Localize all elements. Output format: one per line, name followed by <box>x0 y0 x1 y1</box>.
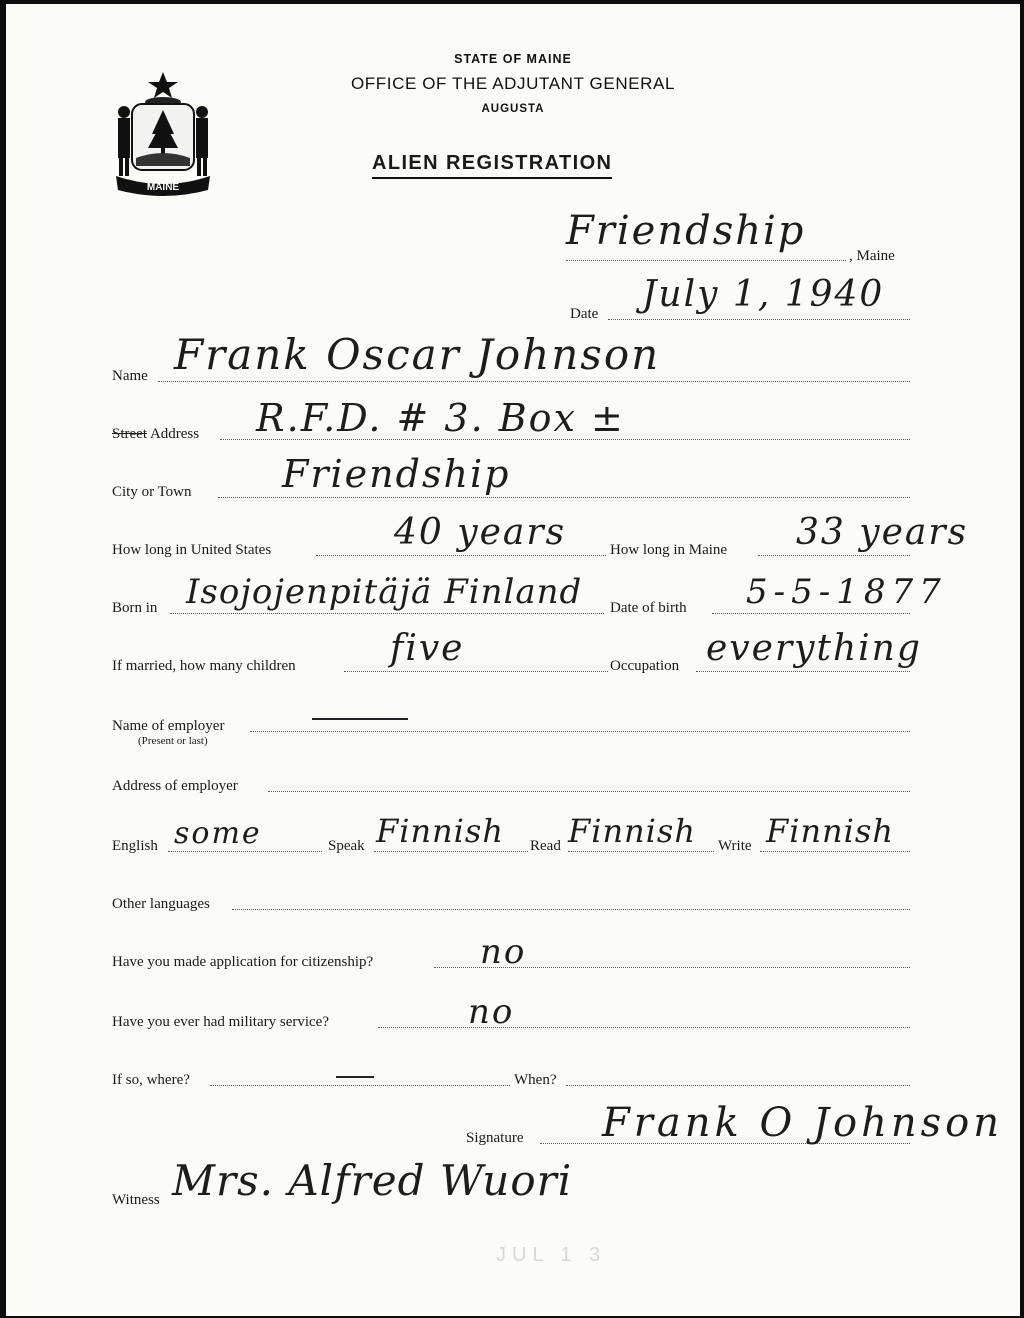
town-entry: Friendship <box>566 208 806 254</box>
when-line <box>566 1085 910 1086</box>
read-entry: Finnish <box>568 812 696 850</box>
born-in-label: Born in <box>112 600 158 616</box>
date-entry: July 1, 1940 <box>642 274 885 315</box>
dob-entry: 5-5-1877 <box>746 572 947 612</box>
employer-line <box>250 731 910 732</box>
registration-form <box>6 4 1020 1316</box>
years-maine-line <box>758 555 910 556</box>
citizenship-entry: no <box>480 932 527 972</box>
english-line <box>168 851 322 852</box>
write-line <box>760 851 910 852</box>
born-in-entry: Isojojenpitäjä Finland <box>186 572 583 612</box>
form-title: ALIEN REGISTRATION <box>372 152 612 179</box>
years-maine-label: How long in Maine <box>610 542 728 558</box>
english-entry: some <box>174 816 262 851</box>
witness-entry: Mrs. Alfred Wuori <box>172 1156 573 1205</box>
employer-label: Name of employer <box>112 718 225 734</box>
city-line <box>218 497 910 498</box>
speak-line <box>374 851 528 852</box>
city-label: City or Town <box>112 484 192 500</box>
occupation-entry: everything <box>706 628 922 669</box>
when-label: When? <box>514 1072 557 1088</box>
children-line <box>344 671 608 672</box>
military-label: Have you ever had military service? <box>112 1014 329 1030</box>
address-label: Street Address <box>112 426 200 442</box>
faint-stamp: JUL 1 3 <box>496 1244 607 1266</box>
children-label: If married, how many children <box>112 658 296 674</box>
employer-dash <box>312 718 408 720</box>
other-languages-line <box>232 909 910 910</box>
read-line <box>568 851 714 852</box>
where-dash <box>336 1076 374 1078</box>
born-in-line <box>170 613 604 614</box>
employer-address-line <box>268 791 910 792</box>
citizenship-label: Have you made application for citizenship? <box>112 954 374 970</box>
english-label: English <box>112 838 158 854</box>
years-us-entry: 40 years <box>394 512 567 553</box>
read-label: Read <box>530 838 561 854</box>
years-maine-entry: 33 years <box>796 512 969 553</box>
svg-text:MAINE: MAINE <box>146 182 180 193</box>
town-line <box>566 260 846 261</box>
employer-sublabel: (Present or last) <box>138 735 208 747</box>
signature-label: Signature <box>466 1130 524 1146</box>
years-us-label: How long in United States <box>112 542 272 558</box>
other-languages-label: Other languages <box>112 896 210 912</box>
write-entry: Finnish <box>766 812 894 850</box>
dob-label: Date of birth <box>610 600 687 616</box>
where-line <box>210 1085 510 1086</box>
header-office: OFFICE OF THE ADJUTANT GENERAL <box>350 74 676 93</box>
name-label: Name <box>112 368 148 384</box>
children-entry: five <box>390 628 465 669</box>
address-entry: R.F.D. # 3. Box ± <box>256 396 625 440</box>
date-label: Date <box>570 306 599 322</box>
header-state: STATE OF MAINE <box>454 52 572 66</box>
military-line <box>378 1027 910 1028</box>
speak-label: Speak <box>328 838 365 854</box>
city-entry: Friendship <box>282 452 511 496</box>
employer-address-label: Address of employer <box>112 778 238 794</box>
date-line <box>608 319 910 320</box>
where-label: If so, where? <box>112 1072 190 1088</box>
military-entry: no <box>468 992 515 1032</box>
header-city: AUGUSTA <box>481 103 545 115</box>
maine-label: , Maine <box>849 248 895 264</box>
speak-entry: Finnish <box>376 812 504 850</box>
name-line <box>158 381 910 382</box>
signature-entry: Frank O Johnson <box>602 1100 1003 1146</box>
occupation-line <box>696 671 910 672</box>
name-entry: Frank Oscar Johnson <box>174 330 661 379</box>
years-us-line <box>316 555 606 556</box>
write-label: Write <box>718 838 752 854</box>
occupation-label: Occupation <box>610 658 680 674</box>
dob-line <box>712 613 910 614</box>
witness-label: Witness <box>112 1192 160 1208</box>
